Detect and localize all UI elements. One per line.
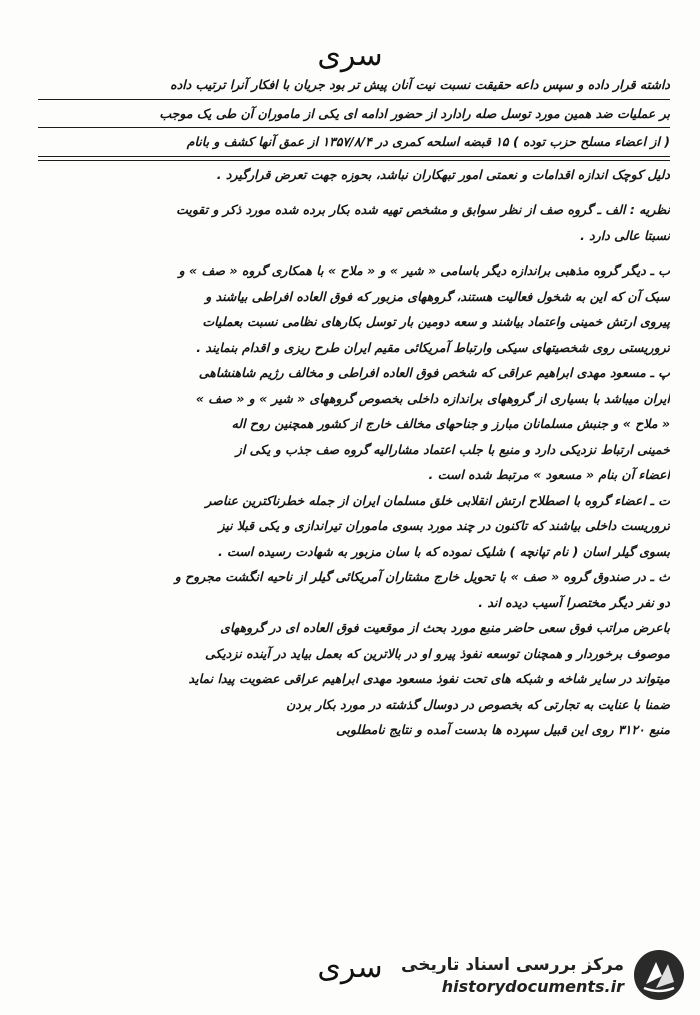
- body-line: موصوف برخوردار و همچنان توسعه نفوذ پیرو او در بالاترین که بعمل بیاید در آینده نزدیکی: [204, 645, 670, 661]
- body-line: پ ـ مسعود مهدی ابراهیم عراقی که شخص فوق العاده افراطی و مخالف رژیم شاهنشاهی: [198, 365, 670, 380]
- body-line: دو نفر دیگر مختصرا آسیب دیده اند .: [478, 594, 670, 610]
- body-line: تروریست داخلی بیاشند که تاکنون در چند مورد بسوی ماموران تیراندازی و یکی قبلا نیز: [218, 518, 670, 533]
- double-underline-rule: [38, 156, 670, 161]
- archive-watermark: [401, 948, 686, 1002]
- document-body: [38, 72, 670, 743]
- body-line: بر عملیات ضد همین مورد توسل صله رادارد از حضور ادامه ای یکی از ماموران آن طی یک موجب: [159, 105, 670, 121]
- body-line: نسبتا عالی دارد .: [580, 227, 670, 243]
- watermark-title: مرکز بررسی اسناد تاریخی: [401, 954, 624, 975]
- classification-header: سری: [317, 38, 383, 73]
- body-line: « ملاح » و جنبش مسلمانان مبارز و جناحهای مخالف خارج از کشور همچنین روح اله: [231, 416, 670, 431]
- body-line: تروریستی روی شخصیتهای سیکی وارتباط آمریکائی مقیم ایران طرح ریزی و اقدام بنمایند .: [196, 339, 670, 355]
- body-line: پیروی ارتش خمینی واعتماد بیاشند و سعه دومین بار توسل بکارهای نظامی نسبت بعملیات: [202, 314, 670, 329]
- underline-rule: [38, 99, 670, 100]
- body-line: باعرض مراتب فوق سعی حاضر منبع مورد بحث از موقعیت فوق العاده ای در گروههای: [220, 620, 670, 635]
- archive-logo-icon: [632, 948, 686, 1002]
- body-line: نظریه : الف ـ گروه صف از نظر سوابق و مشخص تهیه شده بکار برده شده مورد ذکر و تقویت: [176, 202, 670, 217]
- watermark-url: historydocuments.ir: [441, 976, 624, 996]
- body-line: ایران میباشد با بسیاری از گروههای براندازه داخلی بخصوص گروههای « شیر » و « صف »: [195, 390, 670, 406]
- body-line: داشته قرار داده و سپس داعه حقیقت نسبت نیت آنان پیش تر بود جریان با افکار آنرا ترتیب داده: [170, 77, 670, 92]
- body-line: ث ـ در صندوق گروه « صف » با تحویل خارج مشتاران آمریکائی گیلر از ناحیه انگشت مجروح و: [174, 569, 670, 584]
- body-line: ضمنا با عنایت به تجارتی که بخصوص در دوسال گذشته در مورد بکار بردن: [286, 696, 670, 712]
- body-line: ت ـ اعضاء گروه با اصطلاح ارتش انقلابی خلق مسلمان ایران از جمله خطرناکترین عناصر: [205, 492, 670, 508]
- body-line: میتواند در سایر شاخه و شبکه های تحت نفوذ مسعود مهدی ابراهیم عراقی عضویت پیدا نماید: [188, 671, 670, 686]
- body-line: دلیل کوچک اندازه اقدامات و نعمتی امور تبهکاران نباشد، بحوزه جهت تعرض قرارگیرد .: [216, 166, 670, 182]
- body-line: ب ـ دیگر گروه مذهبی براندازه دیگر باسامی « شیر » و « ملاح » با همکاری گروه « صف » و: [178, 263, 670, 278]
- body-line: اعضاء آن بنام « مسعود » مرتبط شده است .: [428, 467, 670, 482]
- body-line: بسوی گیلر اسان ( نام تپانچه ) شلیک نموده که با سان مزبور به شهادت رسیده است .: [217, 543, 670, 559]
- body-line: خمینی ارتباط نزدیکی دارد و منبع با جلب اعتماد مشارالیه گروه صف جذب و یکی از: [235, 441, 670, 457]
- underline-rule: [38, 127, 670, 128]
- body-line: سبک آن که این به شخول فعالیت هستند، گروههای مزبور که فوق العاده افراطی بیاشند و: [205, 288, 670, 304]
- body-line: منبع ۳۱۲۰ روی این قبیل سپرده ها بدست آمده و نتایج نامطلوبی: [335, 722, 670, 737]
- classification-footer: سری: [317, 950, 383, 985]
- body-line: ( از اعضاء مسلح حزب توده ) ۱۵ قبضه اسلحه کمری در ۱۳۵۷/۸/۴ از عمق آنها کشف و بانام: [186, 134, 670, 149]
